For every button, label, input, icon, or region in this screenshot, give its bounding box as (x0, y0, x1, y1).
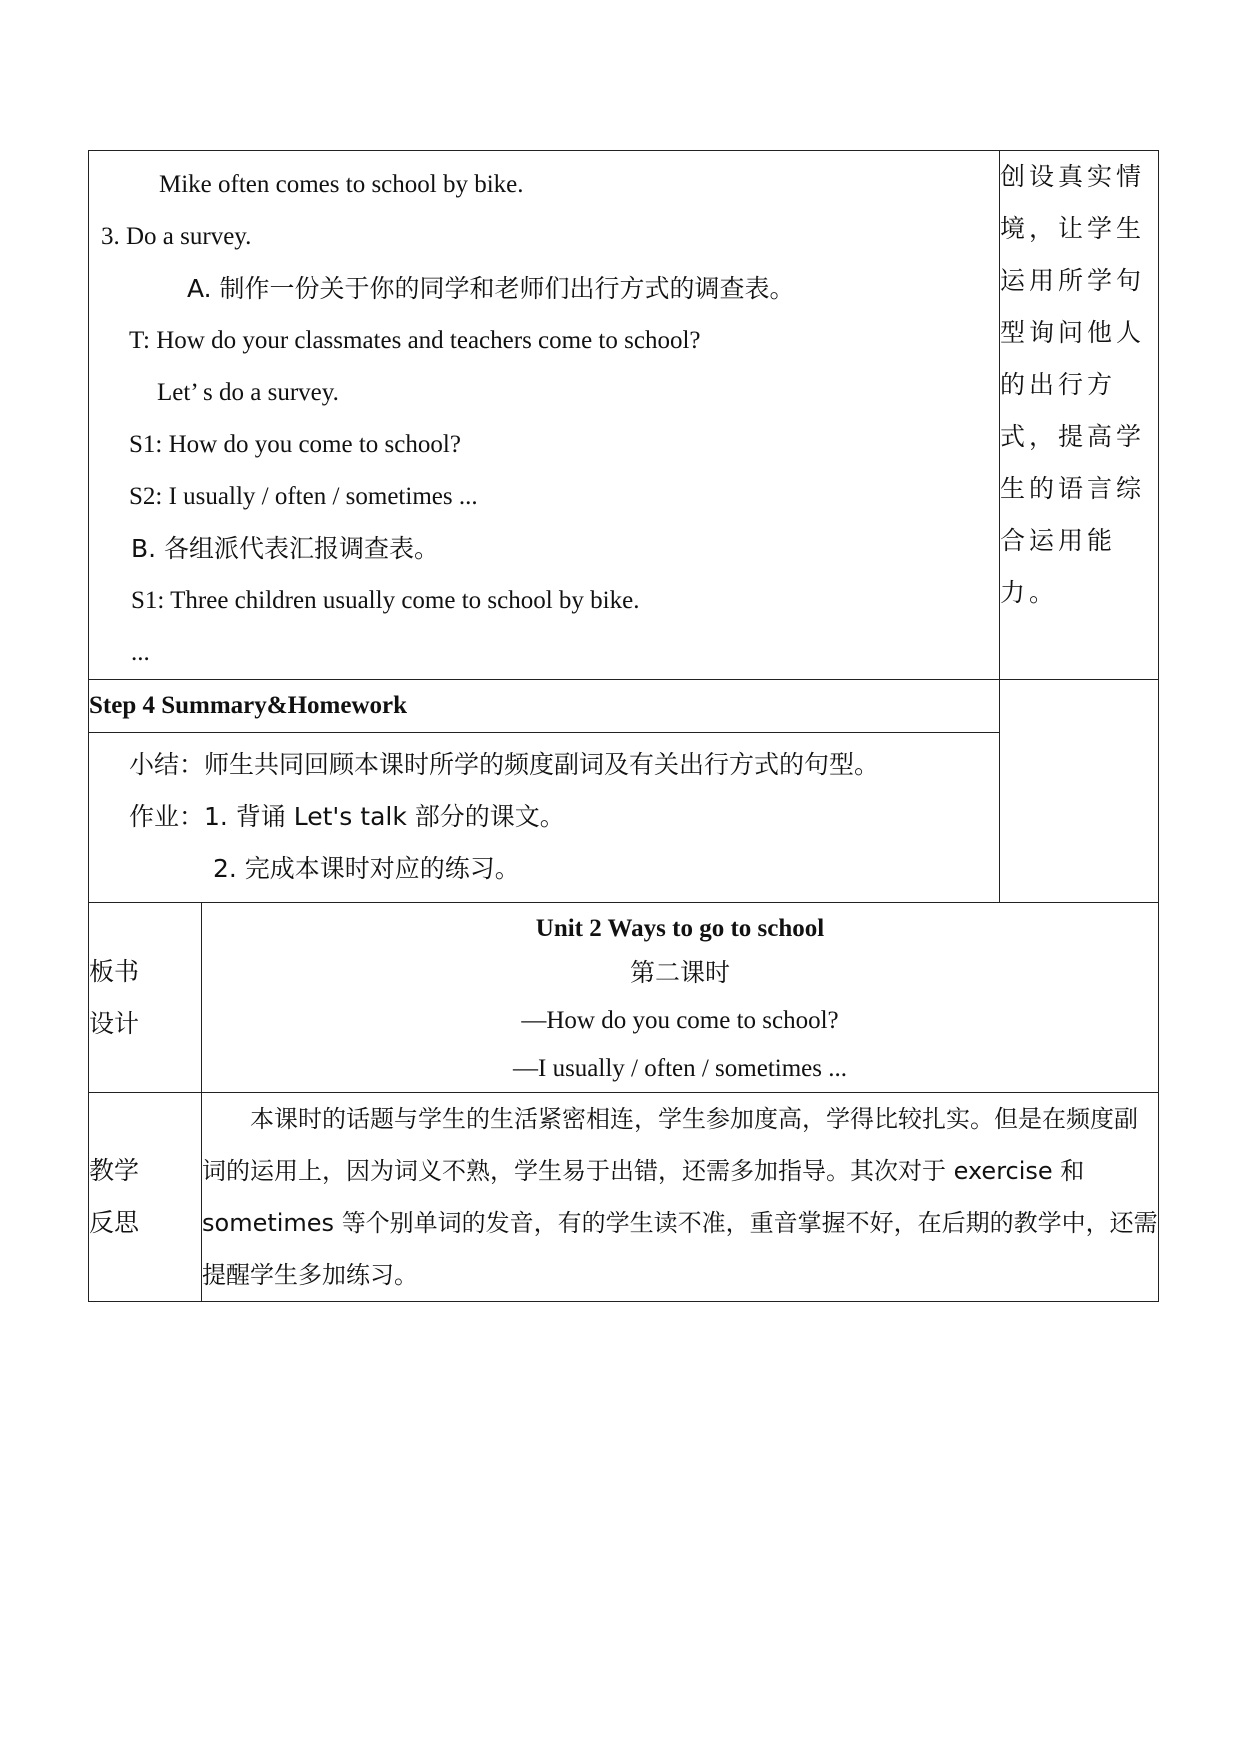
step4-content (89, 733, 1000, 903)
lesson-plan-table (88, 150, 1159, 1302)
survey-step-a: A. 制作一份关于你的同学和老师们出行方式的调查表。 (187, 274, 795, 303)
board-answer: —I usually / often / sometimes ... (513, 1055, 847, 1082)
board-question: —How do you come to school? (521, 1007, 839, 1034)
student-line-1: S1: How do you come to school? (129, 431, 461, 458)
homework-line-2: 2. 完成本课时对应的练习。 (213, 854, 520, 883)
board-design-row (89, 903, 1159, 1093)
summary-line: 小结：师生共同回顾本课时所学的频度副词及有关出行方式的句型。 (129, 750, 880, 779)
student-line-2: S2: I usually / often / sometimes ... (129, 483, 478, 510)
board-design-label: 板书 设计 (89, 903, 202, 1093)
board-subtitle: 第二课时 (629, 958, 730, 987)
survey-step-b: B. 各组派代表汇报调查表。 (131, 534, 440, 563)
board-design-content (202, 903, 1159, 1093)
teacher-line: T: How do your classmates and teachers come to school? (129, 327, 701, 354)
step4-side-empty (1000, 680, 1159, 903)
step3-content (89, 151, 1000, 680)
reflection-row (89, 1093, 1159, 1302)
reflection-text: 本课时的话题与学生的生活紧密相连，学生参加度高，学得比较扎实。但是在频度副词的运用上，因为词义不熟，学生易于出错，还需多加指导。其次对于 exercise 和 sometimes 等个别单词的发音，有的学生读不准，重音掌握不好，在后期的教学中，还需提醒学生多加练习。 (202, 1093, 1159, 1302)
student-report-line: S1: Three children usually come to school by bike. (131, 587, 640, 614)
homework-line-1: 作业：1. 背诵 Let's talk 部分的课文。 (129, 802, 565, 831)
ellipsis-line: ... (131, 639, 150, 666)
example-sentence: Mike often comes to school by bike. (159, 171, 524, 198)
step4-heading: Step 4 Summary&Homework (89, 680, 1000, 733)
step3-row (89, 151, 1159, 680)
reflection-label: 教学 反思 (89, 1093, 202, 1302)
design-intent-note: 创设真实情境，让学生运用所学句型询问他人的出行方式，提高学生的语言综合运用能力。 (1000, 151, 1159, 680)
step4-content-row (89, 733, 1159, 903)
teacher-line-2: Let’ s do a survey. (157, 379, 339, 406)
step4-heading-row (89, 680, 1159, 733)
activity-heading: 3. Do a survey. (101, 223, 252, 250)
board-title: Unit 2 Ways to go to school (535, 915, 825, 942)
